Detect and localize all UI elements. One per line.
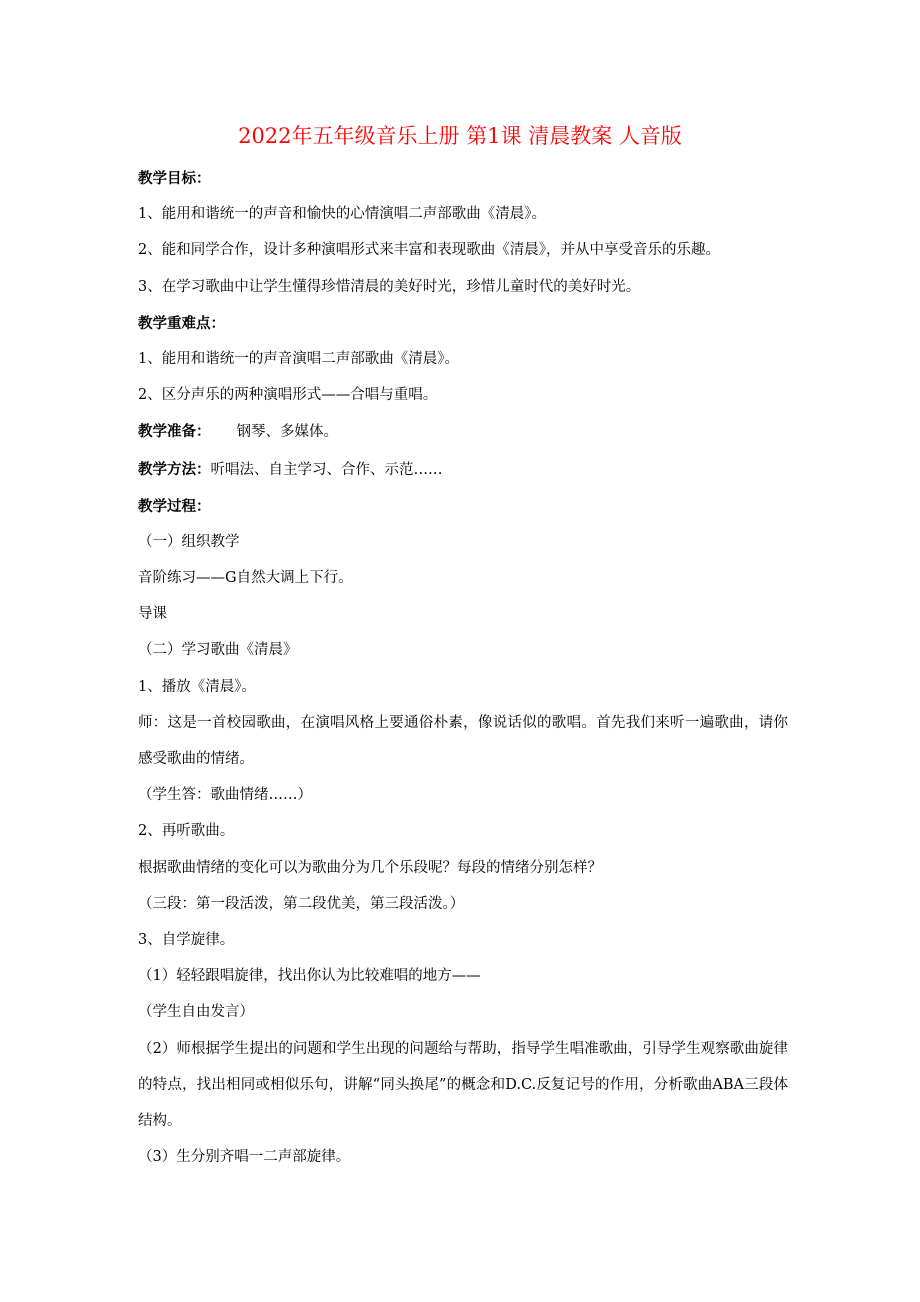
objective-item: 3、在学习歌曲中让学生懂得珍惜清晨的美好时光，珍惜儿童时代的美好时光。 <box>138 278 641 295</box>
process-paragraph: （2）师根据学生提出的问题和学生出现的问题给与帮助，指导学生唱准歌曲，引导学生观察歌曲旋律的特点，找出相同或相似乐句，讲解“同头换尾”的概念和D.C.反复记号的作用，分析歌曲ABA三段体结构。 <box>138 1040 788 1130</box>
process-line: 根据歌曲情绪的变化可以为歌曲分为几个乐段呢？每段的情绪分别怎样？ <box>138 859 602 876</box>
process-line: （学生自由发言） <box>138 1004 254 1021</box>
objective-item: 2、能和同学合作，设计多种演唱形式来丰富和表现歌曲《清晨》，并从中享受音乐的乐趣。 <box>138 242 720 259</box>
key-points-heading: 教学重难点： <box>138 314 225 332</box>
process-line: （三段：第一段活泼，第二段优美，第三段活泼。） <box>138 895 465 912</box>
objectives-heading: 教学目标： <box>138 170 211 187</box>
process-line: （3）生分别齐唱一二声部旋律。 <box>138 1149 351 1166</box>
process-line: （一）组织教学 <box>138 533 240 550</box>
process-line: 3、自学旋律。 <box>138 931 235 948</box>
process-paragraph: 师：这是一首校园歌曲，在演唱风格上要通俗朴素，像说话似的歌唱。首先我们来听一遍歌曲，请你感受歌曲的情绪。 <box>138 715 788 768</box>
process-line: 导课 <box>138 606 167 623</box>
process-heading: 教学过程： <box>138 497 211 515</box>
process-line: （二）学习歌曲《清晨》 <box>138 642 298 659</box>
process-line: 1、播放《清晨》。 <box>138 678 256 695</box>
method-value: 听唱法、自主学习、合作、示范…… <box>210 461 443 478</box>
preparation-value: 钢琴、多媒体。 <box>236 424 338 441</box>
process-line: 音阶练习——G自然大调上下行。 <box>138 570 353 587</box>
process-line: 2、再听歌曲。 <box>138 823 235 840</box>
preparation-heading: 教学准备： <box>138 423 211 441</box>
method-heading: 教学方法： <box>138 460 211 478</box>
objective-item: 1、能用和谐统一的声音和愉快的心情演唱二声部歌曲《清晨》。 <box>138 206 546 223</box>
method-line <box>138 458 788 482</box>
process-line: （学生答：歌曲情绪……） <box>138 787 312 804</box>
document-title: 2022年五年级音乐上册 第1课 清晨教案 人音版 <box>238 124 682 148</box>
process-line: （1）轻轻跟唱旋律，找出你认为比较难唱的地方—— <box>138 968 481 985</box>
document-body <box>138 167 788 1182</box>
key-point-item: 2、区分声乐的两种演唱形式——合唱与重唱。 <box>138 387 438 404</box>
preparation-line <box>138 420 788 444</box>
key-point-item: 1、能用和谐统一的声音演唱二声部歌曲《清晨》。 <box>138 350 459 367</box>
